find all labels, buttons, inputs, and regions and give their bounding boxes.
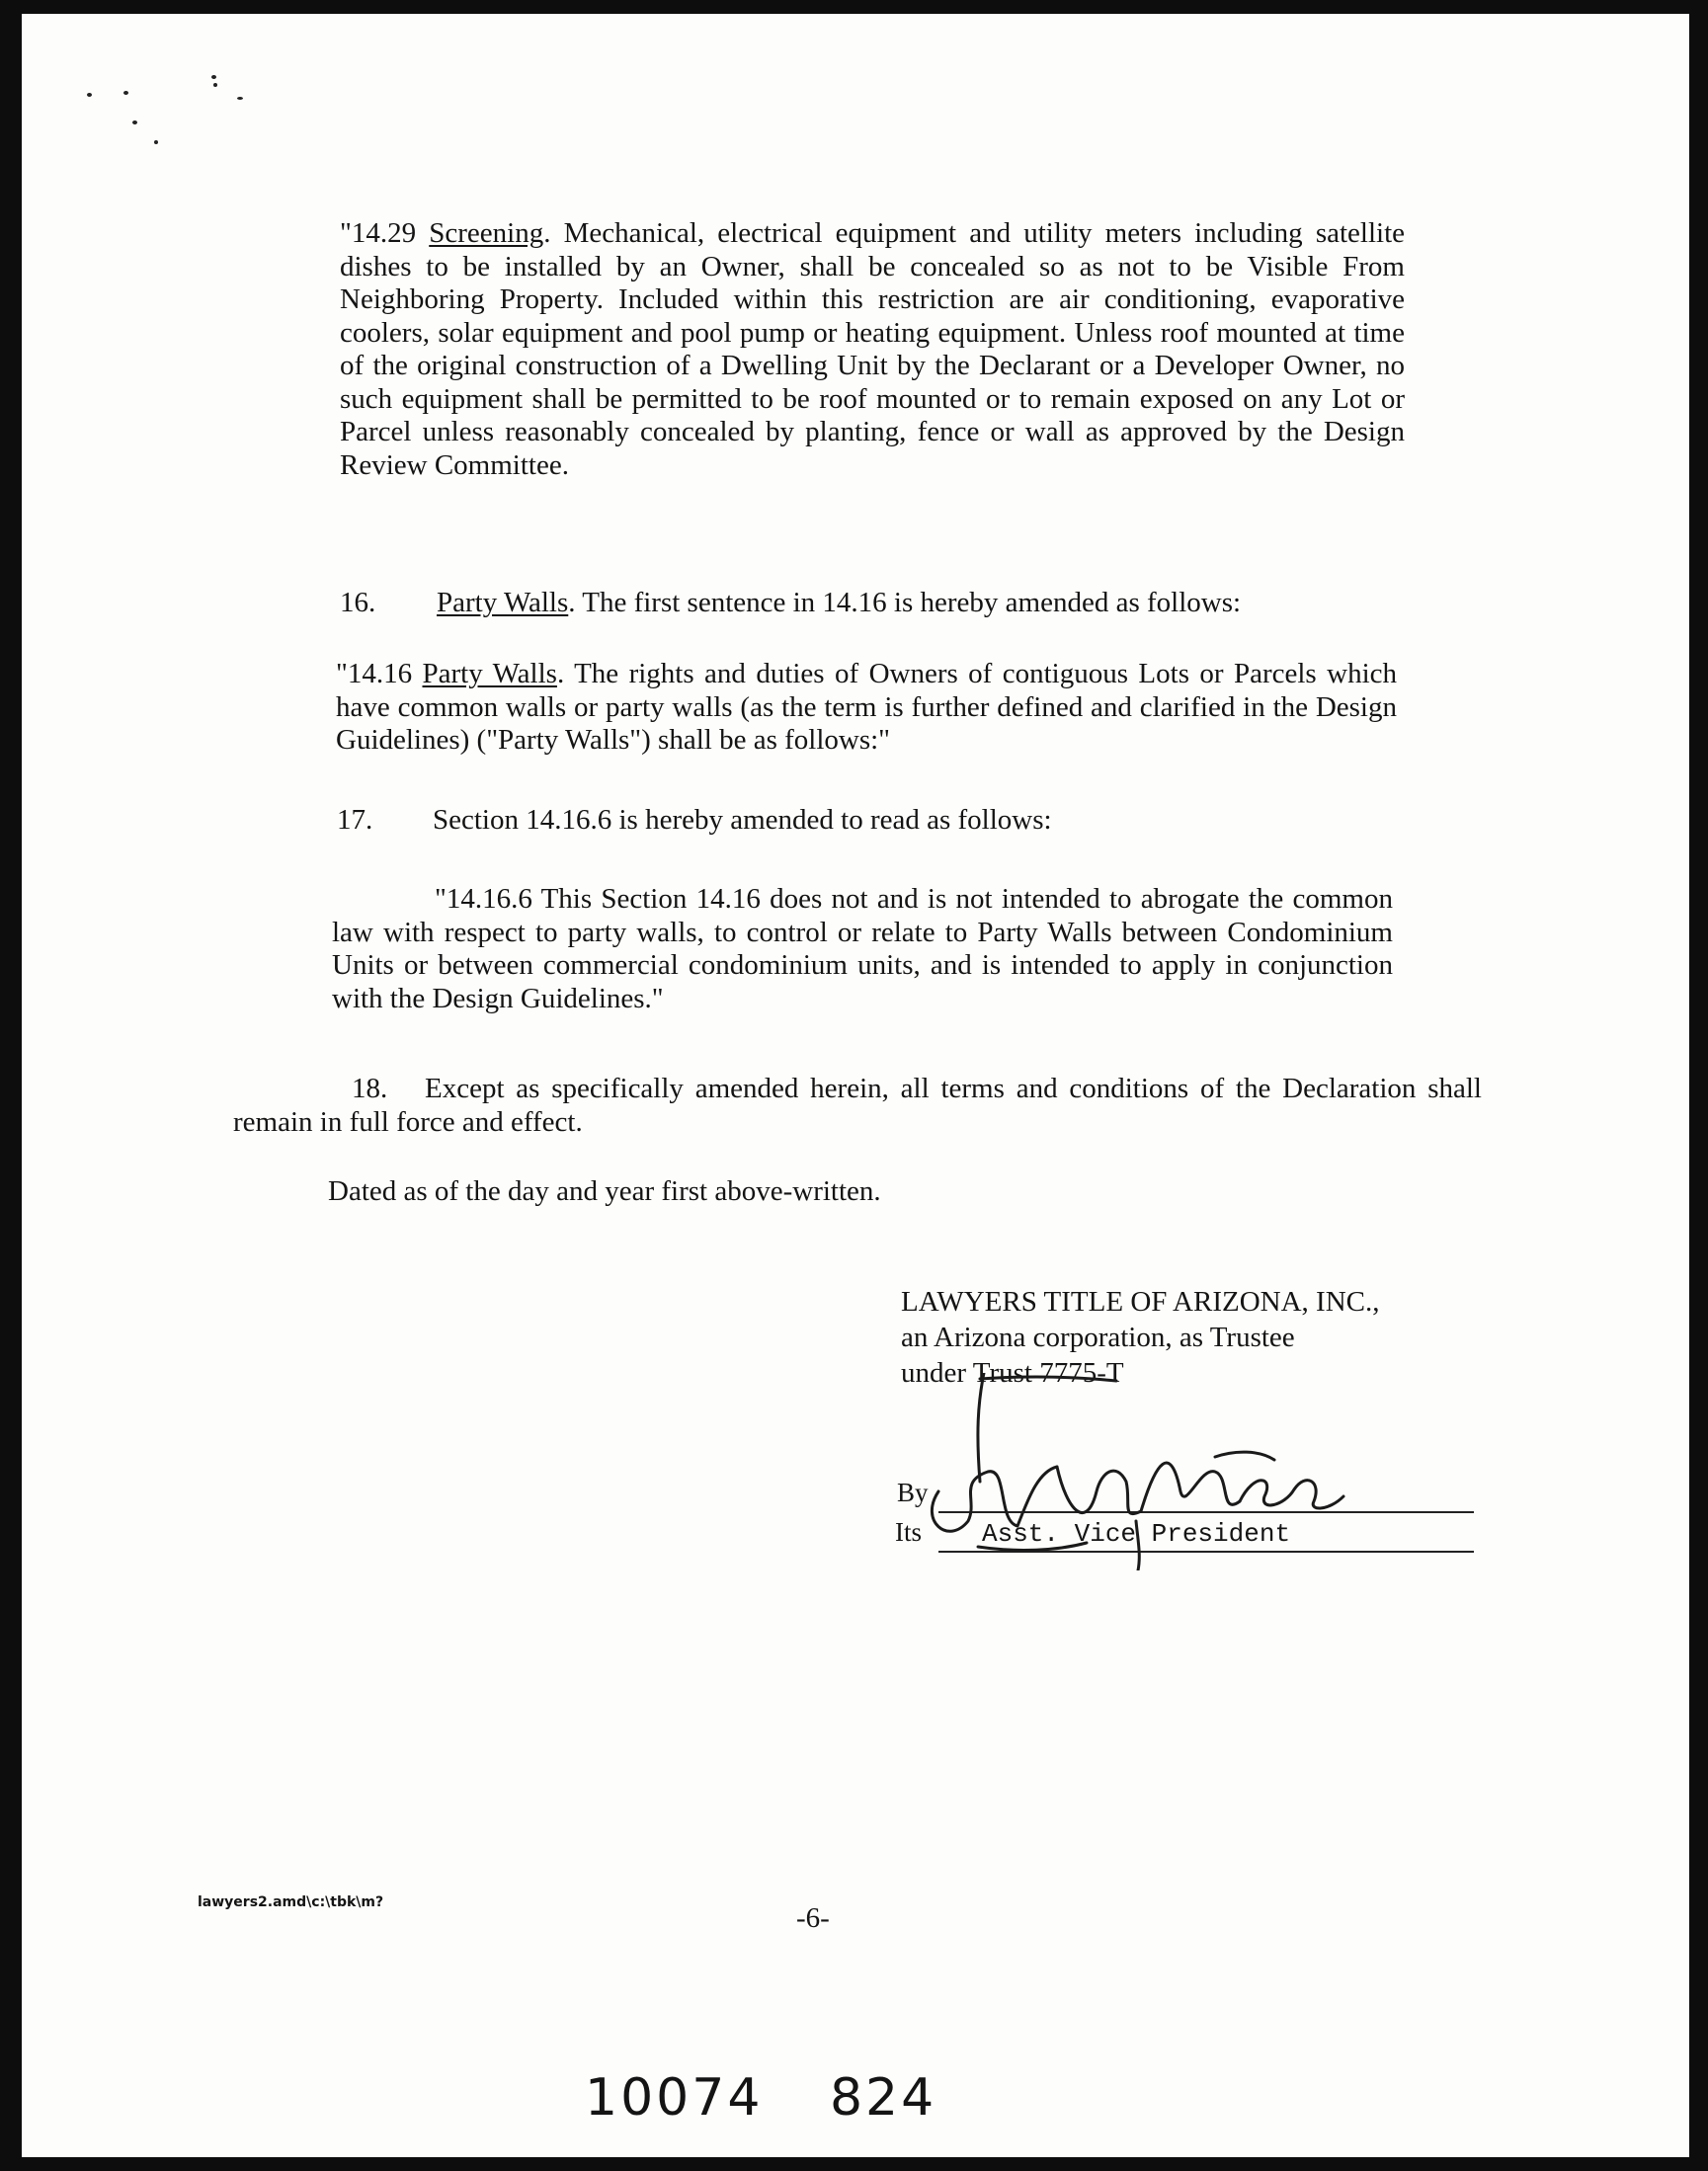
handwritten-signature [919, 1373, 1383, 1570]
stamp-number-right: 824 [829, 2068, 937, 2128]
section-14-29 [340, 217, 1405, 482]
section-14-29-prefix: "14.29 [340, 217, 430, 249]
scan-speck [213, 83, 217, 87]
scan-speck [132, 121, 137, 124]
item-16-title: Party Walls [437, 587, 569, 618]
scan-speck [123, 91, 128, 95]
section-14-16 [336, 658, 1397, 758]
scan-speck [154, 140, 158, 144]
section-14-16-body: . The rights and duties of Owners of contiguous Lots or Parcels which have common walls or party walls (as the term is further defined and clarified in the Design Guidelines) ("Party Walls") shall be as follows:" [336, 658, 1397, 756]
section-14-29-title: Screening [429, 217, 544, 249]
item-18-number: 18. [352, 1073, 388, 1104]
section-14-16-prefix: "14.16 [336, 658, 423, 689]
dated-line: Dated as of the day and year first above-written. [328, 1175, 881, 1207]
section-14-16-6 [332, 883, 1393, 1015]
scan-speck [211, 75, 216, 79]
item-16-number: 16. [340, 587, 376, 618]
signature-line-3: under Trust 7775-T [901, 1357, 1124, 1389]
stamp-number-left: 10074 [585, 2068, 764, 2128]
file-reference: lawyers2.amd\c:\tbk\m? [198, 1894, 384, 1910]
item-17-body: Section 14.16.6 is hereby amended to read as follows: [433, 804, 1052, 836]
item-18-body: Except as specifically amended herein, all terms and conditions of the Declaration shall remain in full force and effect. [233, 1073, 1482, 1138]
its-label: Its [895, 1517, 922, 1547]
item-16-body: . The first sentence in 14.16 is hereby amended as follows: [568, 587, 1242, 618]
item-17-number: 17. [337, 804, 373, 836]
section-14-16-6-body: "14.16.6 This Section 14.16 does not and is not intended to abrogate the common law with respect to party walls, to control or relate to Party Walls between Condominium Units or between commercial condominium units, and is intended to apply in conjunction with the Design Guidelines." [332, 883, 1393, 1014]
item-18 [233, 1073, 1482, 1139]
page-number: -6- [796, 1902, 830, 1934]
item-16 [340, 587, 1241, 620]
scan-speck [237, 97, 243, 100]
section-14-29-body: . Mechanical, electrical equipment and utility meters including satellite dishes to be installed by an Owner, shall be concealed so as not to be Visible From Neighboring Property. Included within this restriction are air conditioning, evaporative coolers, solar equipment and pool pump or heating equipment. Unless roof mounted at time of the original construction of a Dwelling Unit by the Declarant or a Developer Owner, no such equipment shall be permitted to be roof mounted or to remain exposed on any Lot or Parcel unless reasonably concealed by planting, fence or wall as approved by the Design Review Committee. [340, 217, 1406, 481]
signer-title: Asst. Vice President [982, 1519, 1291, 1549]
item-17 [337, 804, 1052, 838]
signature-company: LAWYERS TITLE OF ARIZONA, INC., [901, 1286, 1380, 1318]
signature-line-2: an Arizona corporation, as Trustee [901, 1322, 1295, 1353]
by-label: By [897, 1478, 929, 1507]
section-14-16-title: Party Walls [422, 658, 557, 689]
document-stamp [585, 2068, 936, 2128]
scan-speck [87, 93, 92, 97]
